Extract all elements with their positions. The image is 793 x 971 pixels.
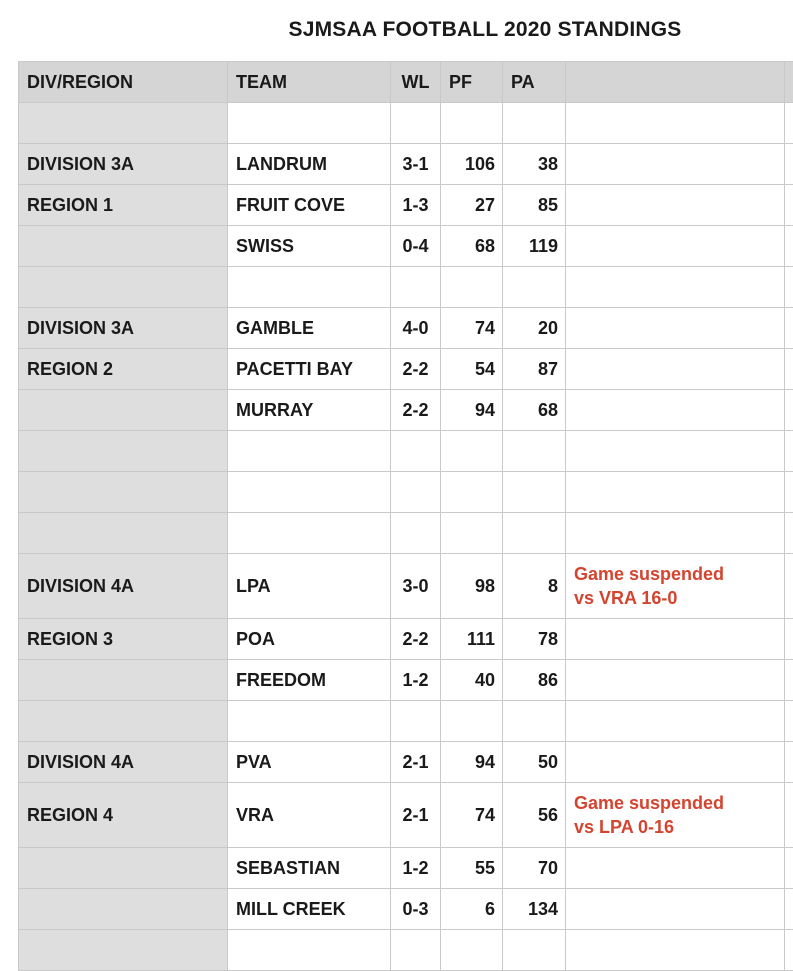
cell-pa: 8: [503, 554, 566, 619]
cell-pf: 94: [441, 742, 503, 783]
cell-note: [566, 889, 785, 930]
cell-note: [566, 472, 785, 513]
cell-extra: [785, 144, 793, 185]
cell-div-region: [19, 889, 228, 930]
table-row: [19, 619, 793, 660]
note-line-1: Game suspended: [574, 562, 784, 586]
cell-note: [566, 554, 785, 619]
table-row: [19, 513, 793, 554]
table-row: [19, 308, 793, 349]
cell-team: MURRAY: [228, 390, 391, 431]
title-text: SJMSAA FOOTBALL 2020 STANDINGS: [89, 18, 793, 42]
cell-wl: 2-2: [391, 390, 441, 431]
cell-wl: [391, 267, 441, 308]
cell-pa: 87: [503, 349, 566, 390]
cell-wl: [391, 431, 441, 472]
cell-wl: 4-0: [391, 308, 441, 349]
cell-div-region: [19, 660, 228, 701]
cell-pa: 70: [503, 848, 566, 889]
header-row: [19, 62, 793, 103]
cell-wl: 1-3: [391, 185, 441, 226]
cell-pa: [503, 513, 566, 554]
cell-team: [228, 431, 391, 472]
table-row: [19, 930, 793, 971]
cell-extra: [785, 513, 793, 554]
cell-pf: 74: [441, 783, 503, 848]
cell-pf: [441, 701, 503, 742]
cell-wl: [391, 472, 441, 513]
cell-div-region: [19, 226, 228, 267]
cell-note: [566, 185, 785, 226]
cell-div-region: REGION 4: [19, 783, 228, 848]
cell-pf: 6: [441, 889, 503, 930]
cell-note: [566, 619, 785, 660]
cell-pf: [441, 267, 503, 308]
cell-wl: 1-2: [391, 660, 441, 701]
cell-wl: 2-2: [391, 349, 441, 390]
cell-extra: [785, 660, 793, 701]
cell-note: [566, 930, 785, 971]
header-team: TEAM: [228, 62, 391, 103]
cell-team: POA: [228, 619, 391, 660]
cell-team: [228, 930, 391, 971]
cell-wl: 0-4: [391, 226, 441, 267]
cell-div-region: DIVISION 4A: [19, 742, 228, 783]
cell-extra: [785, 226, 793, 267]
cell-div-region: REGION 3: [19, 619, 228, 660]
cell-team: SWISS: [228, 226, 391, 267]
cell-note: [566, 513, 785, 554]
table-row: [19, 390, 793, 431]
page-title: [0, 18, 793, 42]
header-pf: PF: [441, 62, 503, 103]
cell-team: VRA: [228, 783, 391, 848]
cell-pf: [441, 431, 503, 472]
cell-wl: [391, 513, 441, 554]
cell-extra: [785, 390, 793, 431]
table-row: [19, 889, 793, 930]
cell-pa: [503, 267, 566, 308]
cell-extra: [785, 848, 793, 889]
cell-team: PACETTI BAY: [228, 349, 391, 390]
cell-pa: 38: [503, 144, 566, 185]
cell-pa: [503, 103, 566, 144]
table-row: [19, 103, 793, 144]
cell-pa: 134: [503, 889, 566, 930]
cell-extra: [785, 308, 793, 349]
table-row: [19, 349, 793, 390]
cell-note: [566, 431, 785, 472]
cell-wl: [391, 930, 441, 971]
cell-pa: 56: [503, 783, 566, 848]
cell-div-region: [19, 701, 228, 742]
header-extra: [785, 62, 793, 103]
cell-team: FRUIT COVE: [228, 185, 391, 226]
cell-div-region: [19, 513, 228, 554]
cell-wl: [391, 701, 441, 742]
cell-extra: [785, 889, 793, 930]
cell-extra: [785, 185, 793, 226]
cell-extra: [785, 349, 793, 390]
cell-wl: 0-3: [391, 889, 441, 930]
cell-pf: 74: [441, 308, 503, 349]
table-row: [19, 185, 793, 226]
cell-wl: 2-2: [391, 619, 441, 660]
cell-team: SEBASTIAN: [228, 848, 391, 889]
cell-wl: 2-1: [391, 742, 441, 783]
cell-div-region: [19, 930, 228, 971]
cell-pa: 50: [503, 742, 566, 783]
cell-pa: 119: [503, 226, 566, 267]
cell-note: [566, 742, 785, 783]
cell-pf: 94: [441, 390, 503, 431]
cell-div-region: DIVISION 4A: [19, 554, 228, 619]
table-row: [19, 267, 793, 308]
cell-team: FREEDOM: [228, 660, 391, 701]
cell-pa: 78: [503, 619, 566, 660]
cell-wl: 3-1: [391, 144, 441, 185]
cell-note: [566, 848, 785, 889]
cell-team: GAMBLE: [228, 308, 391, 349]
cell-team: [228, 472, 391, 513]
note-line-2: vs VRA 16-0: [574, 586, 784, 610]
cell-pa: 86: [503, 660, 566, 701]
cell-team: LANDRUM: [228, 144, 391, 185]
cell-div-region: REGION 1: [19, 185, 228, 226]
cell-pf: 27: [441, 185, 503, 226]
cell-team: [228, 267, 391, 308]
cell-note: [566, 103, 785, 144]
cell-pf: [441, 472, 503, 513]
header-div-region: DIV/REGION: [19, 62, 228, 103]
cell-pa: [503, 701, 566, 742]
cell-pf: 40: [441, 660, 503, 701]
cell-pf: 98: [441, 554, 503, 619]
cell-pa: 20: [503, 308, 566, 349]
header-wl: WL: [391, 62, 441, 103]
cell-pf: 54: [441, 349, 503, 390]
table-row: [19, 472, 793, 513]
cell-extra: [785, 930, 793, 971]
cell-pf: 55: [441, 848, 503, 889]
cell-note: [566, 701, 785, 742]
cell-pa: 68: [503, 390, 566, 431]
cell-wl: [391, 103, 441, 144]
cell-note: [566, 308, 785, 349]
cell-note: [566, 144, 785, 185]
cell-note: [566, 390, 785, 431]
cell-extra: [785, 783, 793, 848]
cell-extra: [785, 472, 793, 513]
cell-pa: [503, 431, 566, 472]
cell-wl: 2-1: [391, 783, 441, 848]
cell-pa: [503, 930, 566, 971]
note-line-1: Game suspended: [574, 791, 784, 815]
cell-pa: 85: [503, 185, 566, 226]
cell-note: [566, 660, 785, 701]
cell-pf: [441, 930, 503, 971]
cell-wl: 1-2: [391, 848, 441, 889]
table-row: [19, 431, 793, 472]
table-row: [19, 554, 793, 619]
cell-team: LPA: [228, 554, 391, 619]
cell-div-region: [19, 848, 228, 889]
table-row: [19, 660, 793, 701]
cell-div-region: [19, 267, 228, 308]
cell-pf: [441, 103, 503, 144]
cell-wl: 3-0: [391, 554, 441, 619]
cell-div-region: DIVISION 3A: [19, 308, 228, 349]
note-line-2: vs LPA 0-16: [574, 815, 784, 839]
cell-div-region: DIVISION 3A: [19, 144, 228, 185]
cell-div-region: [19, 390, 228, 431]
cell-team: MILL CREEK: [228, 889, 391, 930]
table-row: [19, 742, 793, 783]
cell-team: [228, 513, 391, 554]
cell-extra: [785, 619, 793, 660]
cell-pf: 106: [441, 144, 503, 185]
cell-div-region: [19, 472, 228, 513]
table-row: [19, 144, 793, 185]
cell-pf: [441, 513, 503, 554]
header-pa: PA: [503, 62, 566, 103]
cell-note: [566, 226, 785, 267]
cell-extra: [785, 554, 793, 619]
cell-team: [228, 103, 391, 144]
cell-team: PVA: [228, 742, 391, 783]
cell-pf: 111: [441, 619, 503, 660]
cell-div-region: [19, 103, 228, 144]
table-row: [19, 226, 793, 267]
table-row: [19, 783, 793, 848]
cell-div-region: REGION 2: [19, 349, 228, 390]
cell-pf: 68: [441, 226, 503, 267]
cell-note: [566, 783, 785, 848]
cell-note: [566, 267, 785, 308]
cell-extra: [785, 701, 793, 742]
cell-extra: [785, 267, 793, 308]
cell-team: [228, 701, 391, 742]
cell-extra: [785, 431, 793, 472]
cell-pa: [503, 472, 566, 513]
cell-extra: [785, 742, 793, 783]
header-note: [566, 62, 785, 103]
table-row: [19, 848, 793, 889]
cell-note: [566, 349, 785, 390]
cell-div-region: [19, 431, 228, 472]
table-row: [19, 701, 793, 742]
cell-extra: [785, 103, 793, 144]
standings-table: [18, 61, 793, 971]
